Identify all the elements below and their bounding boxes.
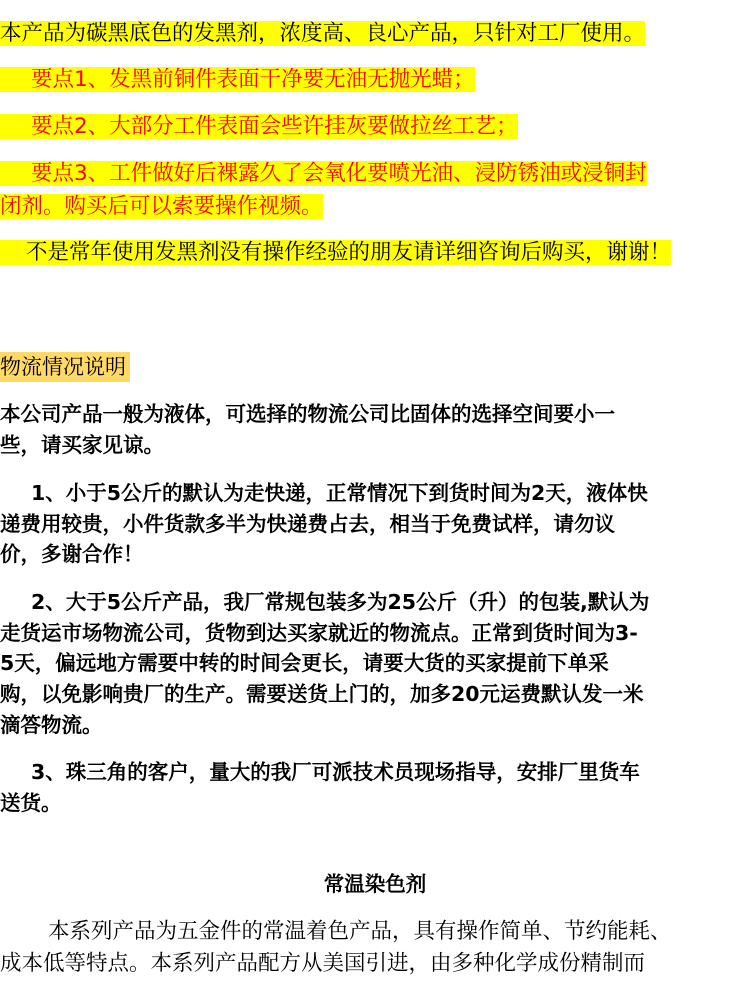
logistics-item-3-line-1: 3、珠三角的客户，量大的我厂可派技术员现场指导，安排厂里货车 (31, 760, 640, 784)
point-3-line (0, 156, 647, 192)
logistics-item-1-line-2: 递费用较贵，小件货款多半为快递费占去，相当于免费试样，请勿议 (0, 512, 615, 536)
logistics-intro-line-2: 些，请买家见谅。 (0, 433, 164, 457)
point-1-line (0, 62, 475, 98)
intro-line (0, 16, 645, 52)
product-title: 常温染色剂 (323, 872, 427, 896)
point-1-text: 要点1、发黑前铜件表面干净要无油无抛光蜡； (0, 67, 475, 92)
logistics-item-2-line-4: 购，以免影响贵厂的生产。需要送货上门的，加多20元运费默认发一米 (0, 682, 644, 706)
logistics-item-3-line-2: 送货。 (0, 791, 62, 815)
logistics-item-2-line-2: 走货运市场物流公司，货物到达买家就近的物流点。正常到货时间为3- (0, 621, 638, 645)
logistics-item-2-line-5: 滴答物流。 (0, 713, 103, 737)
point-3-continuation (0, 189, 323, 225)
logistics-item-1-line-1: 1、小于5公斤的默认为走快递，正常情况下到货时间为2天，液体快 (31, 481, 648, 505)
logistics-tag (0, 352, 130, 382)
point-2-text: 要点2、大部分工件表面会些许挂灰要做拉丝工艺； (0, 114, 518, 139)
product-desc-line-1: 本系列产品为五金件的常温着色产品，具有操作简单、节约能耗、 (48, 919, 672, 944)
logistics-intro-line-1: 本公司产品一般为液体，可选择的物流公司比固体的选择空间要小一 (0, 402, 615, 426)
intro-text: 本产品为碳黑底色的发黑剂，浓度高、良心产品，只针对工厂使用。 (0, 21, 646, 46)
product-desc-line-2: 成本低等特点。本系列产品配方从美国引进，由多种化学成份精制而 (0, 951, 646, 976)
advice-line (0, 235, 671, 271)
point-3-text: 要点3、工件做好后裸露久了会氧化要喷光油、浸防锈油或浸铜封 (0, 161, 647, 186)
logistics-tag-text: 物流情况说明 (0, 352, 130, 382)
point-3-cont-text: 闭剂。购买后可以索要操作视频。 (0, 194, 323, 219)
advice-text: 不是常年使用发黑剂没有操作经验的朋友请详细咨询后购买，谢谢！ (0, 240, 671, 265)
logistics-item-2-line-1: 2、大于5公斤产品，我厂常规包装多为25公斤（升）的包装,默认为 (31, 590, 650, 614)
logistics-item-1-line-3: 价，多谢合作！ (0, 542, 144, 566)
point-2-line (0, 109, 518, 145)
logistics-item-2-line-3: 5天，偏远地方需要中转的时间会更长，请要大货的买家提前下单采 (0, 651, 609, 675)
